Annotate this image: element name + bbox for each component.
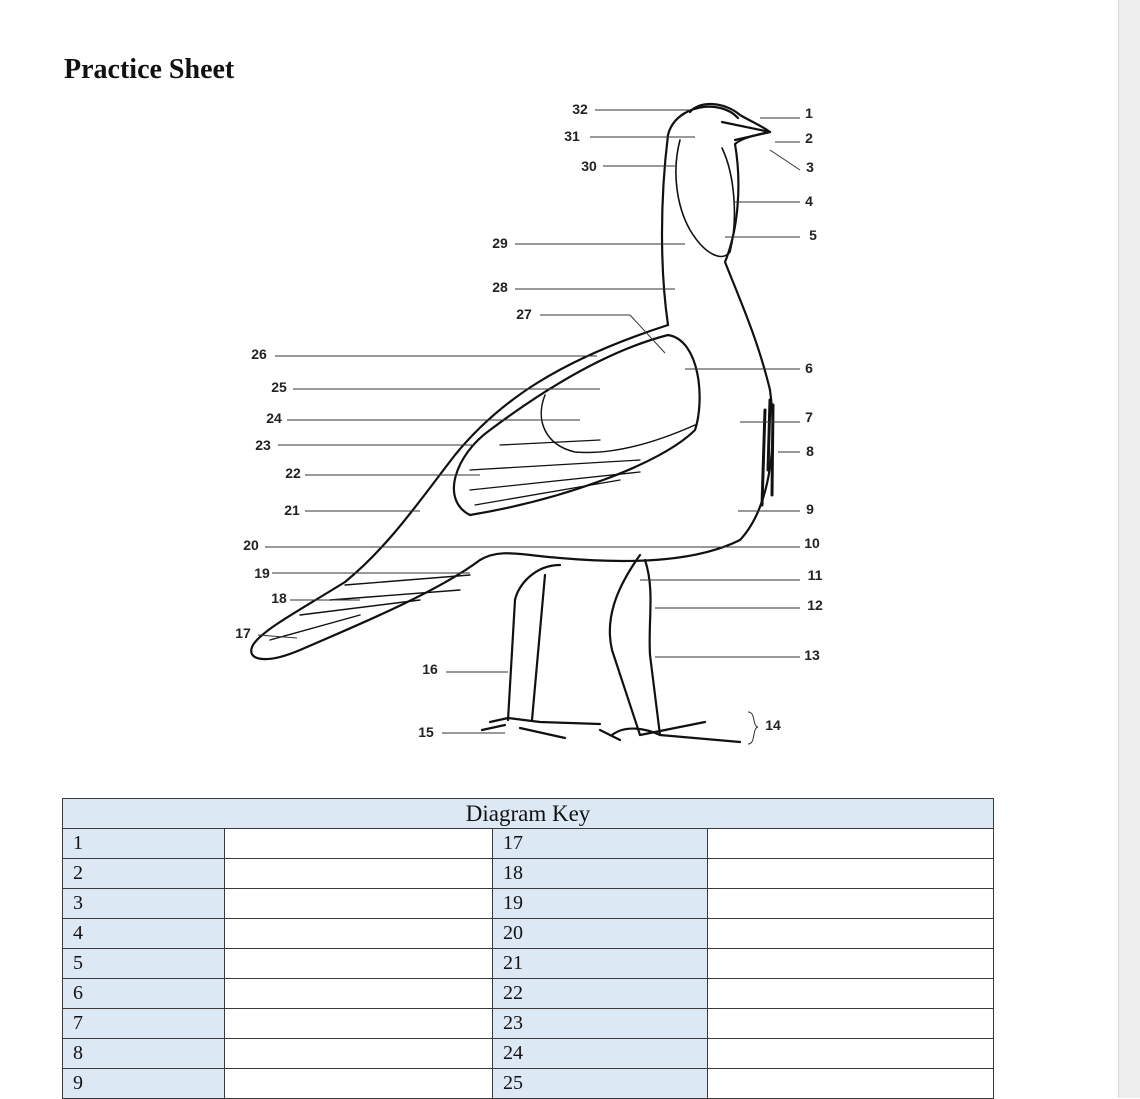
diagram-label-6: 6	[805, 360, 813, 376]
turkey-anatomy-diagram	[0, 90, 1100, 755]
diagram-label-18: 18	[271, 590, 287, 606]
diagram-label-23: 23	[255, 437, 271, 453]
key-number-cell: 22	[493, 979, 708, 1009]
answer-cell[interactable]	[708, 979, 994, 1009]
turkey-leg-left	[508, 565, 560, 720]
diagram-label-21: 21	[284, 502, 300, 518]
key-number-cell: 25	[493, 1069, 708, 1099]
turkey-wattle	[676, 140, 734, 256]
answer-cell[interactable]	[225, 979, 493, 1009]
key-number-cell: 1	[63, 829, 225, 859]
diagram-label-4: 4	[805, 193, 813, 209]
turkey-body	[251, 325, 772, 659]
page-title: Practice Sheet	[64, 54, 235, 85]
key-number-cell: 3	[63, 889, 225, 919]
key-number-cell: 21	[493, 949, 708, 979]
diagram-label-31: 31	[564, 128, 580, 144]
key-number-cell: 17	[493, 829, 708, 859]
key-number-cell: 9	[63, 1069, 225, 1099]
diagram-label-12: 12	[807, 597, 823, 613]
diagram-label-30: 30	[581, 158, 597, 174]
answer-cell[interactable]	[708, 919, 994, 949]
turkey-foot-left	[482, 718, 600, 738]
answer-cell[interactable]	[708, 889, 994, 919]
key-number-cell: 24	[493, 1039, 708, 1069]
key-number-cell: 23	[493, 1009, 708, 1039]
diagram-label-28: 28	[492, 279, 508, 295]
answer-cell[interactable]	[225, 889, 493, 919]
answer-cell[interactable]	[708, 949, 994, 979]
diagram-label-9: 9	[806, 501, 814, 517]
diagram-label-1: 1	[805, 105, 813, 121]
answer-cell[interactable]	[708, 859, 994, 889]
key-number-cell: 19	[493, 889, 708, 919]
diagram-label-19: 19	[254, 565, 270, 581]
table-row	[63, 949, 994, 979]
table-row	[63, 1009, 994, 1039]
key-number-cell: 20	[493, 919, 708, 949]
key-number-cell: 18	[493, 859, 708, 889]
table-row	[63, 919, 994, 949]
answer-cell[interactable]	[708, 1009, 994, 1039]
diagram-label-5: 5	[809, 227, 817, 243]
diagram-label-22: 22	[285, 465, 301, 481]
table-row	[63, 859, 994, 889]
diagram-label-27: 27	[516, 306, 532, 322]
turkey-beak	[722, 122, 770, 140]
diagram-label-14: 14	[765, 717, 781, 733]
diagram-label-32: 32	[572, 101, 588, 117]
diagram-label-26: 26	[251, 346, 267, 362]
key-number-cell: 2	[63, 859, 225, 889]
answer-cell[interactable]	[225, 1009, 493, 1039]
table-row	[63, 1069, 994, 1099]
answer-cell[interactable]	[225, 1069, 493, 1099]
diagram-label-11: 11	[807, 567, 823, 583]
answer-cell[interactable]	[225, 1039, 493, 1069]
diagram-label-10: 10	[804, 535, 820, 551]
table-header-row	[63, 799, 994, 829]
diagram-label-8: 8	[806, 443, 814, 459]
diagram-label-24: 24	[266, 410, 282, 426]
turkey-leg-right	[610, 555, 660, 735]
diagram-label-29: 29	[492, 235, 508, 251]
turkey-neck	[662, 107, 738, 325]
diagram-label-17: 17	[235, 625, 251, 641]
key-number-cell: 8	[63, 1039, 225, 1069]
page-edge	[1118, 0, 1140, 1098]
diagram-key-body	[63, 829, 994, 1099]
wing-coverts	[541, 395, 695, 453]
key-number-cell: 7	[63, 1009, 225, 1039]
table-row	[63, 1039, 994, 1069]
key-number-cell: 6	[63, 979, 225, 1009]
table-row	[63, 979, 994, 1009]
table-header: Diagram Key	[63, 799, 994, 829]
answer-cell[interactable]	[708, 1069, 994, 1099]
turkey-foot-right	[600, 722, 740, 742]
answer-cell[interactable]	[225, 829, 493, 859]
leader-lines	[258, 110, 800, 744]
table-row	[63, 889, 994, 919]
diagram-label-2: 2	[805, 130, 813, 146]
diagram-label-13: 13	[804, 647, 820, 663]
diagram-label-25: 25	[271, 379, 287, 395]
key-number-cell: 5	[63, 949, 225, 979]
diagram-label-15: 15	[418, 724, 434, 740]
answer-cell[interactable]	[225, 949, 493, 979]
diagram-key-table	[62, 798, 994, 1099]
diagram-label-7: 7	[805, 409, 813, 425]
answer-cell[interactable]	[225, 919, 493, 949]
table-row	[63, 829, 994, 859]
diagram-label-16: 16	[422, 661, 438, 677]
key-number-cell: 4	[63, 919, 225, 949]
answer-cell[interactable]	[708, 829, 994, 859]
diagram-label-3: 3	[806, 159, 814, 175]
answer-cell[interactable]	[225, 859, 493, 889]
diagram-label-20: 20	[243, 537, 259, 553]
answer-cell[interactable]	[708, 1039, 994, 1069]
